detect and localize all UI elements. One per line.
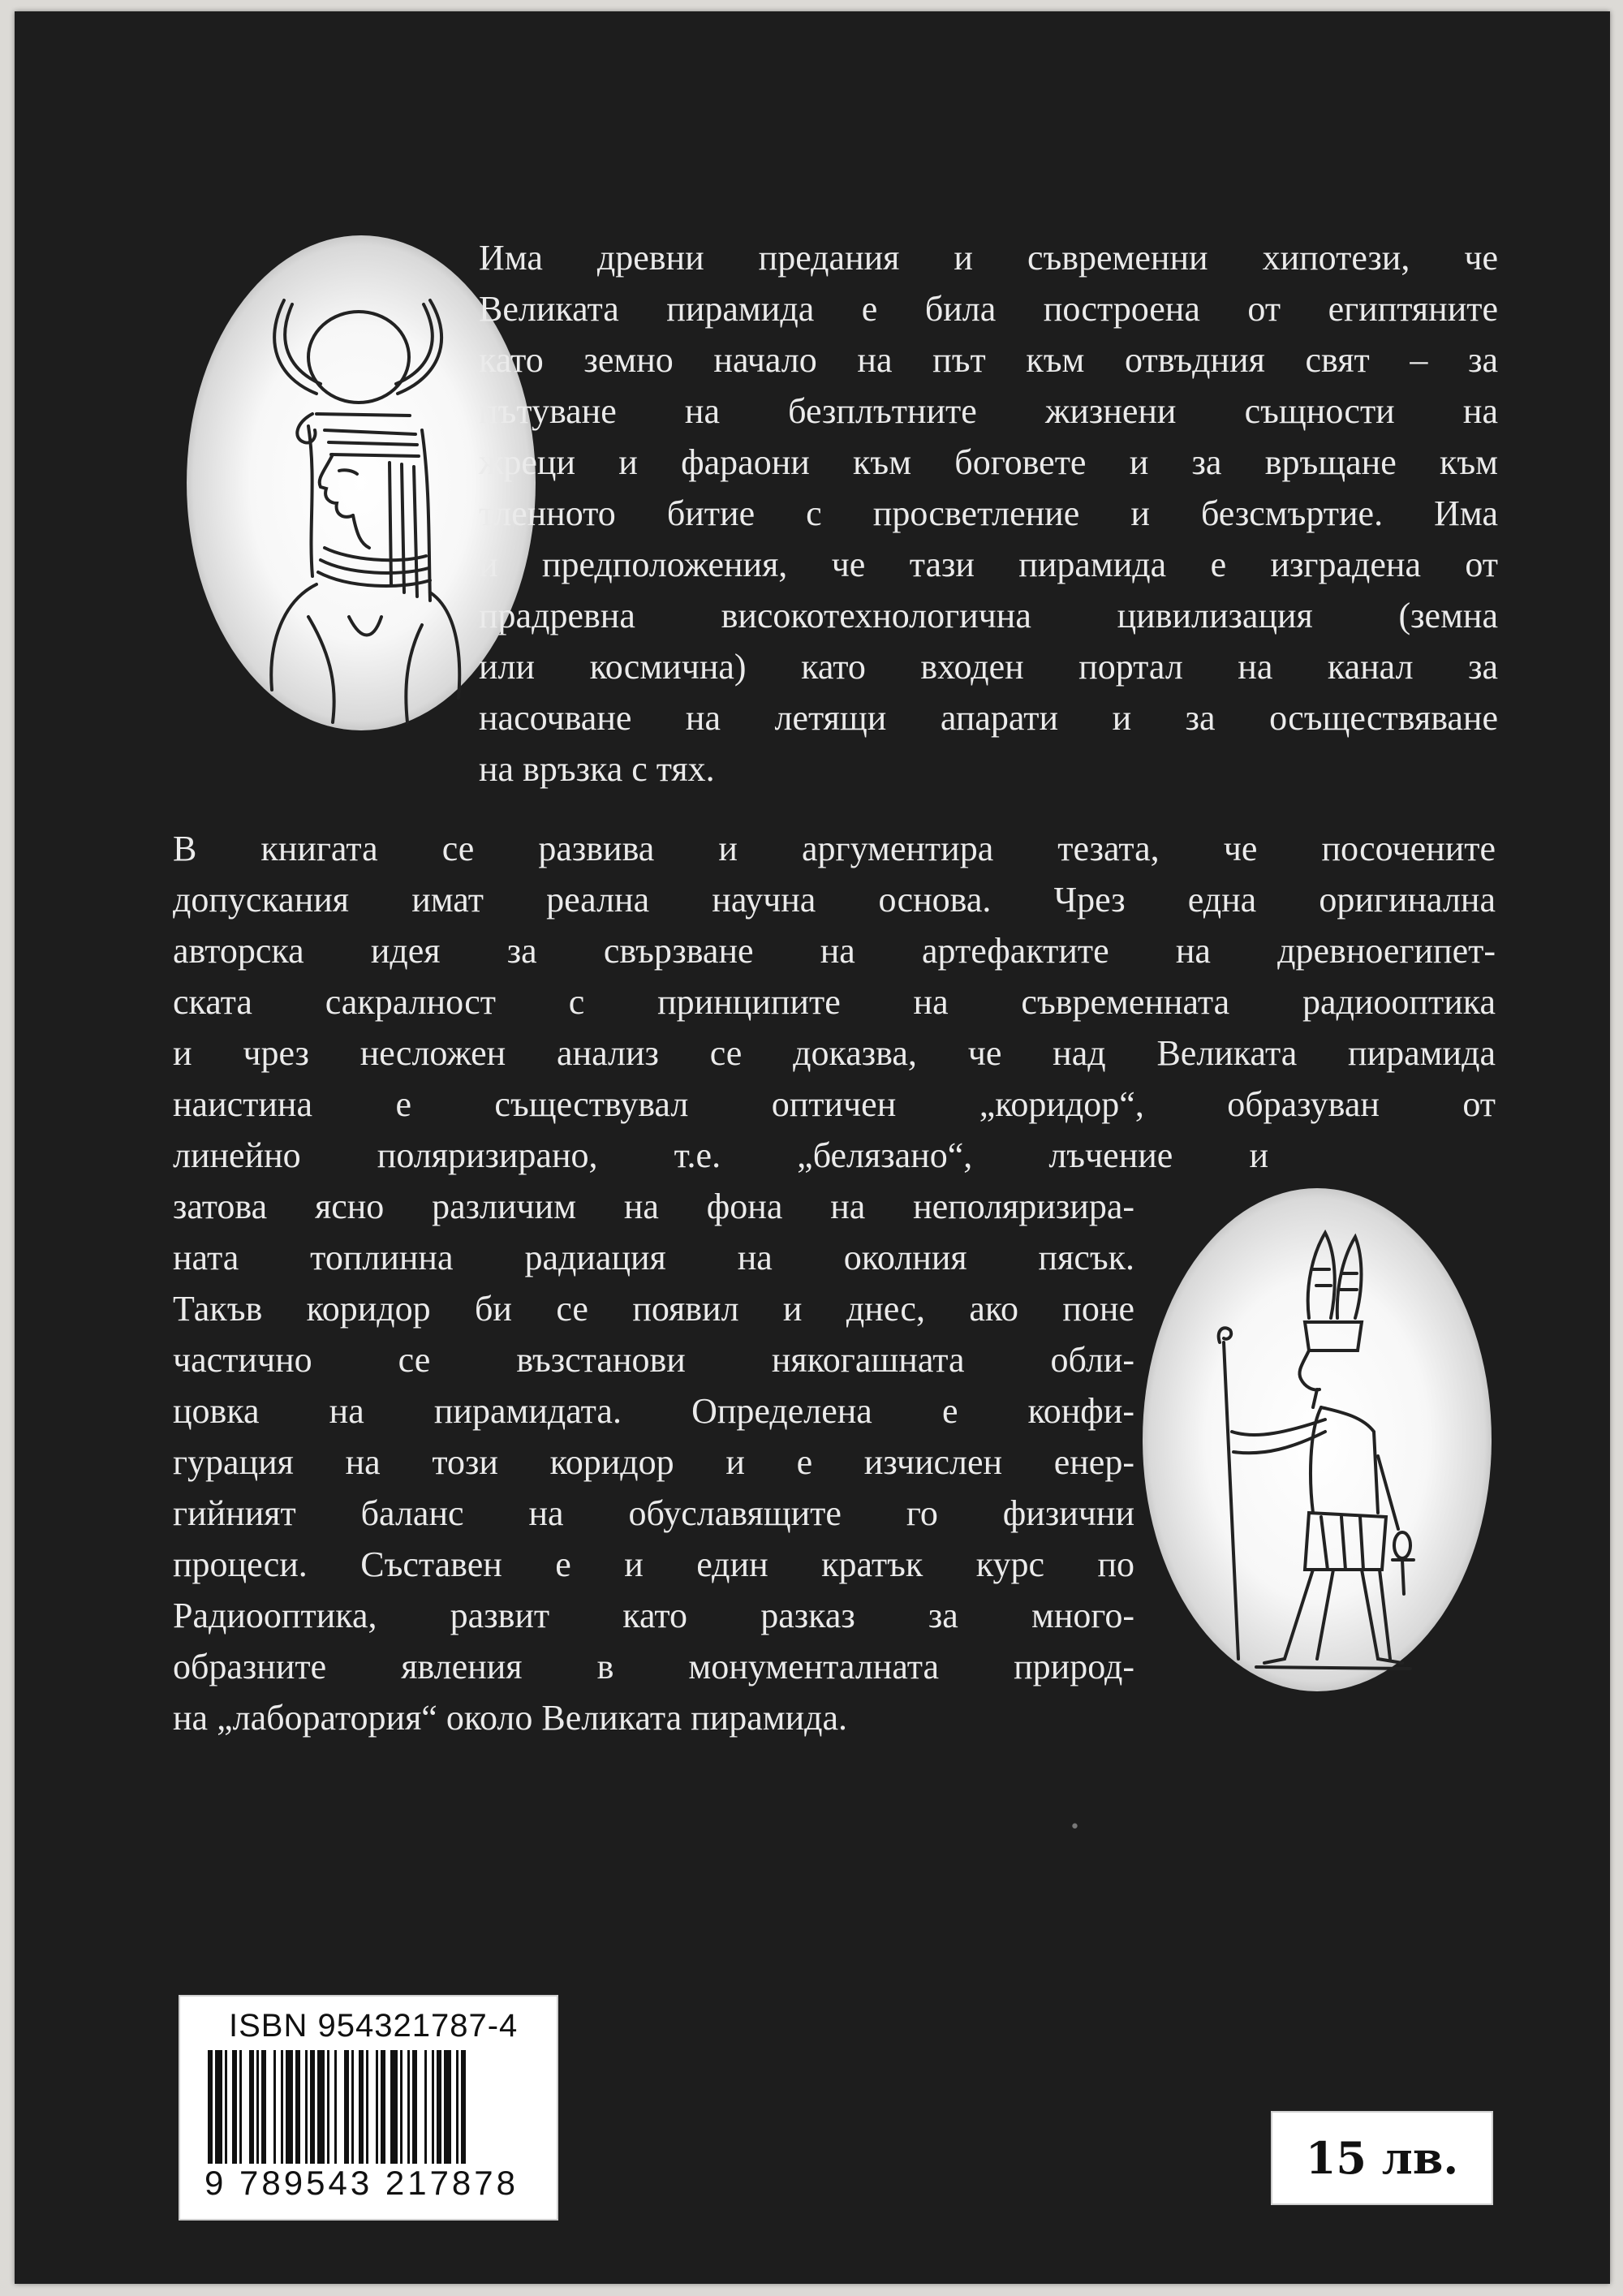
text-line: пътуване на безплътните жизнени същности на (479, 391, 1498, 431)
text-line: като земно начало на път към отвъдния свят – за (479, 340, 1498, 380)
description-paragraph-1 (479, 232, 1498, 795)
barcode-bar (334, 2050, 337, 2164)
barcode-bar (407, 2050, 410, 2164)
text-line: и предположения, че тази пирамида е изградена от (479, 545, 1498, 584)
isbn-barcode (179, 1995, 558, 2221)
ean-digits: 9 789543 217878 (204, 2164, 519, 2202)
text-line: образните явления в монументалната природ- (173, 1647, 1134, 1686)
text-line: тленното битие с просветление и безсмъртие. Има (479, 493, 1498, 533)
text-line: гийният баланс на обуславящите го физични (173, 1493, 1134, 1533)
text-line: процеси. Съставен е и един кратък курс по (173, 1544, 1134, 1584)
text-line: авторска идея за свързване на артефактите на древноегипет- (173, 931, 1496, 971)
barcode-bar (366, 2050, 368, 2164)
text-line: Великата пирамида е била построена от египтяните (479, 289, 1498, 329)
dust-speck: • (1070, 1817, 1080, 1837)
text-line: гурация на този коридор и е изчислен енер- (173, 1442, 1134, 1482)
text-line: на връзка с тях. (479, 749, 715, 789)
barcode-bar (208, 2050, 213, 2164)
text-line: Такъв коридор би се появил и днес, ако поне (173, 1289, 1134, 1329)
barcode-bar (327, 2050, 329, 2164)
text-line: насочване на летящи апарати и за осъществяване (479, 698, 1498, 738)
barcode-bar (351, 2050, 354, 2164)
barcode-bar (437, 2050, 441, 2164)
text-line: наистина е съществувал оптичен „коридор“, образуван от (173, 1084, 1496, 1124)
barcode-bars (208, 2050, 529, 2164)
description-paragraph-2 (173, 823, 1496, 1181)
text-line: прадревна високотехнологична цивилизация (земна (479, 596, 1498, 635)
barcode-bar (317, 2050, 325, 2164)
barcode-bar (461, 2050, 466, 2164)
book-back-cover (15, 11, 1610, 2284)
text-line: на „лаборатория“ около Великата пирамида. (173, 1698, 848, 1738)
text-line: частично се възстанови някогашната обли- (173, 1340, 1134, 1380)
text-line: В книгата се развива и аргументира тезата, че посочените (173, 829, 1496, 868)
barcode-bar (444, 2050, 451, 2164)
barcode-bar (225, 2050, 227, 2164)
barcode-bar (261, 2050, 266, 2164)
text-line: ната топлинна радиация на околния пясък. (173, 1238, 1134, 1277)
text-line: линейно поляризирано, т.е. „белязано“, лъчение и (173, 1135, 1268, 1175)
barcode-bar (286, 2050, 293, 2164)
barcode-bar (310, 2050, 315, 2164)
barcode-bar (232, 2050, 237, 2164)
text-line: допускания имат реална научна основа. Чрез една оригинална (173, 880, 1496, 920)
text-line: Има древни предания и съвременни хипотези, че (479, 238, 1498, 278)
barcode-bar (432, 2050, 434, 2164)
barcode-bar (281, 2050, 283, 2164)
barcode-bar (344, 2050, 349, 2164)
barcode-bar (256, 2050, 259, 2164)
text-line: Радиооптика, развит като разказ за много- (173, 1596, 1134, 1635)
barcode-bar (305, 2050, 308, 2164)
barcode-bar (456, 2050, 458, 2164)
pharaoh-illustration (1143, 1188, 1492, 1691)
text-line: или космична) като входен портал на канал за (479, 647, 1498, 687)
barcode-bar (400, 2050, 403, 2164)
barcode-bar (381, 2050, 385, 2164)
text-line: ската сакралност с принципите на съвременната радиооптика (173, 982, 1496, 1022)
text-line: жреци и фараони към боговете и за връщане към (479, 442, 1498, 482)
barcode-bar (390, 2050, 398, 2164)
barcode-bar (215, 2050, 222, 2164)
barcode-bar (412, 2050, 417, 2164)
barcode-bar (239, 2050, 242, 2164)
price-tag: 15 лв. (1271, 2111, 1493, 2205)
isbn-label: ISBN 954321787-4 (229, 2008, 519, 2044)
text-line: цовка на пирамидата. Определена е конфи- (173, 1391, 1134, 1431)
barcode-bar (249, 2050, 254, 2164)
barcode-bar (295, 2050, 300, 2164)
pharaoh-drawing (1143, 1188, 1492, 1691)
barcode-bar (273, 2050, 276, 2164)
text-line: затова ясно различим на фона на неполяризира- (173, 1187, 1134, 1226)
barcode-bar (376, 2050, 378, 2164)
description-paragraph-2-continued (173, 1181, 1134, 1743)
barcode-bar (424, 2050, 427, 2164)
barcode-bar (359, 2050, 364, 2164)
text-line: и чрез несложен анализ се доказва, че над Великата пирамида (173, 1033, 1496, 1073)
